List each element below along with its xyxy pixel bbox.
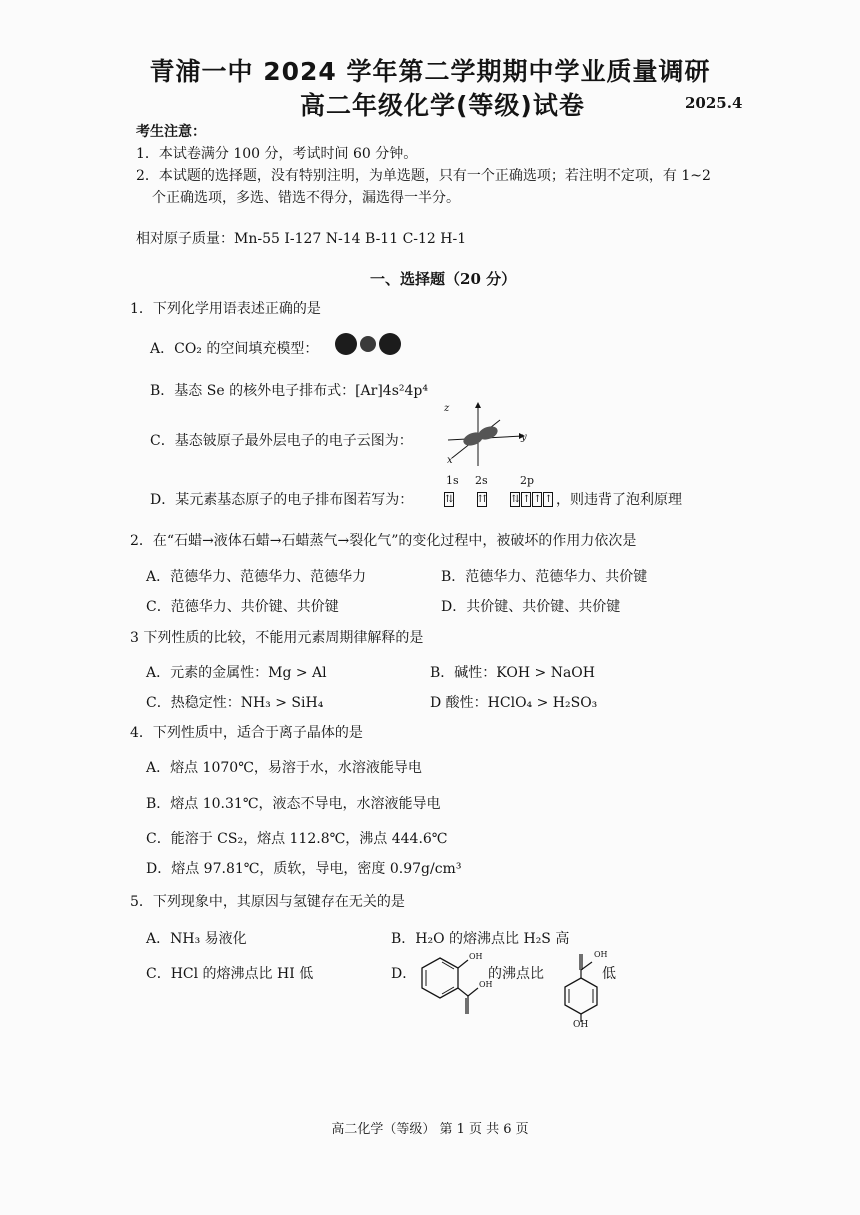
section-heading: 一、选择题（20 分） <box>370 270 517 288</box>
axis-y-label: y <box>521 432 527 443</box>
q2-option-a: A．范德华力、范德华力、范德华力 <box>146 569 367 585</box>
co2-model-icon <box>334 332 404 356</box>
q1-option-d-tail: ，则违背了泡利原理 <box>556 492 682 508</box>
q5-option-c: C．HCl 的熔沸点比 HI 低 <box>146 966 314 982</box>
q4-option-a: A．熔点 1070℃，易溶于水，水溶液能导电 <box>146 760 422 776</box>
notice-heading: 考生注意： <box>136 124 206 140</box>
orbital-label-2p: 2p <box>520 474 535 487</box>
q2-option-d: D．共价键、共价键、共价键 <box>441 599 621 615</box>
q5-option-d-tail: 低 <box>602 966 616 982</box>
q1-option-c: C．基态铍原子最外层电子的电子云图为： <box>150 433 413 449</box>
orbital-box-2s: ⇈ <box>478 494 487 505</box>
q3-option-c: C．热稳定性：NH₃ > SiH₄ <box>146 695 324 711</box>
para-hydroxybenzoic-acid-structure-icon <box>552 948 612 1030</box>
q1-stem: 1．下列化学用语表述正确的是 <box>130 301 321 317</box>
q2-option-c: C．范德华力、共价键、共价键 <box>146 599 339 615</box>
q4-stem: 4．下列性质中，适合于离子晶体的是 <box>130 725 363 741</box>
q5-option-b: B．H₂O 的熔沸点比 H₂S 高 <box>391 931 570 947</box>
exam-title: 青浦一中 2024 学年第二学期期中学业质量调研 <box>149 57 711 86</box>
axis-x-label: x <box>447 455 453 466</box>
atomic-mass: 相对原子质量：Mn-55 I-127 N-14 B-11 C-12 H-1 <box>136 231 467 247</box>
orbital-box-2p-4: ↑ <box>544 494 553 505</box>
orbital-box-2p-2: ↑ <box>522 494 531 505</box>
q5-option-a: A．NH₃ 易液化 <box>146 931 247 947</box>
exam-subtitle: 高二年级化学(等级)试卷 <box>300 91 585 120</box>
notice-item-2b: 个正确选项，多选、错选不得分，漏选得一半分。 <box>152 190 460 206</box>
orbital-label-2s: 2s <box>475 474 488 487</box>
para-oh-label: OH <box>573 1020 589 1030</box>
q2-option-b: B．范德华力、范德华力、共价键 <box>441 569 648 585</box>
q5-option-d-mid: 的沸点比 <box>488 966 544 982</box>
axis-z-label: z <box>444 403 450 414</box>
ortho-oh-label: OH <box>469 952 483 961</box>
para-cooh-oh-label: OH <box>594 950 608 959</box>
q1-option-d: D．某元素基态原子的电子排布图若写为： <box>150 492 414 508</box>
exam-date: 2025.4 <box>685 94 743 112</box>
q5-stem: 5．下列现象中，其原因与氢键存在无关的是 <box>130 894 405 910</box>
q4-option-b: B．熔点 10.31℃，液态不导电，水溶液能导电 <box>146 796 441 812</box>
orbital-box-2p-1: ⇅ <box>511 494 520 505</box>
page-footer: 高二化学（等级） 第 1 页 共 6 页 <box>331 1122 529 1137</box>
q4-option-c: C．能溶于 CS₂，熔点 112.8℃，沸点 444.6℃ <box>146 831 448 847</box>
notice-item-1: 1．本试卷满分 100 分，考试时间 60 分钟。 <box>136 146 418 162</box>
orbital-label-1s: 1s <box>446 474 459 487</box>
q4-option-d: D．熔点 97.81℃，质软，导电，密度 0.97g/cm³ <box>146 861 462 877</box>
orbital-box-2p-3: ↑ <box>533 494 542 505</box>
q3-option-d: D 酸性：HClO₄ > H₂SO₃ <box>430 695 598 711</box>
q1-option-b: B．基态 Se 的核外电子排布式：[Ar]4s²4p⁴ <box>150 383 428 399</box>
q3-stem: 3 下列性质的比较，不能用元素周期律解释的是 <box>130 630 424 646</box>
notice-item-2a: 2．本试题的选择题，没有特别注明，为单选题，只有一个正确选项；若注明不定项，有 1~2 <box>136 168 711 184</box>
q5-option-d: D． <box>391 966 417 982</box>
orbital-diagram <box>444 489 554 508</box>
q2-stem: 2．在“石蜡→液体石蜡→石蜡蒸气→裂化气”的变化过程中，被破坏的作用力依次是 <box>130 533 637 549</box>
ortho-cooh-oh-label: OH <box>479 980 493 989</box>
q3-option-b: B．碱性：KOH > NaOH <box>430 665 595 681</box>
q3-option-a: A．元素的金属性：Mg > Al <box>146 665 327 681</box>
q1-option-a: A．CO₂ 的空间填充模型： <box>150 341 319 357</box>
orbital-box-1s: ⇅ <box>445 494 454 505</box>
